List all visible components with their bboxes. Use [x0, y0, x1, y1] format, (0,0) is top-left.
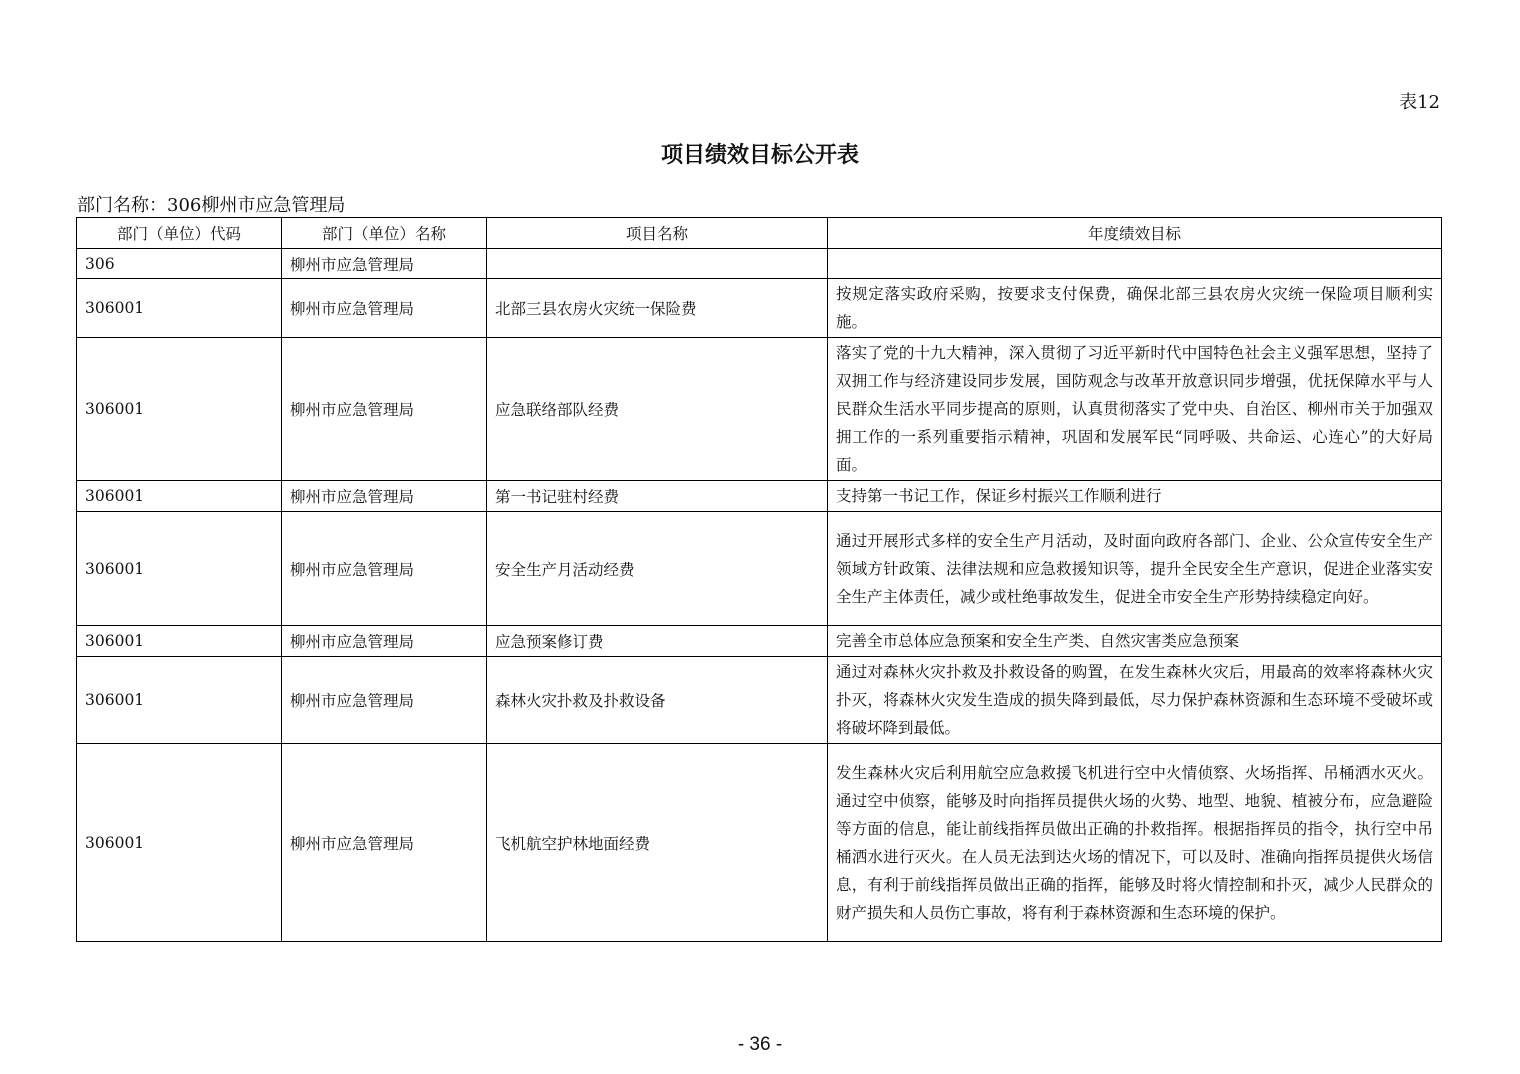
cell-project: 安全生产月活动经费	[487, 512, 828, 626]
table-row	[77, 626, 1442, 657]
cell-code: 306001	[77, 338, 282, 481]
header-unit: 部门（单位）名称	[282, 218, 487, 249]
cell-code: 306001	[77, 279, 282, 338]
cell-unit: 柳州市应急管理局	[282, 481, 487, 512]
page-title: 项目绩效目标公开表	[660, 143, 859, 168]
cell-code: 306	[77, 249, 282, 279]
cell-unit: 柳州市应急管理局	[282, 512, 487, 626]
cell-unit: 柳州市应急管理局	[282, 338, 487, 481]
cell-project: 第一书记驻村经费	[487, 481, 828, 512]
cell-code: 306001	[77, 481, 282, 512]
cell-code: 306001	[77, 744, 282, 942]
cell-project: 森林火灾扑救及扑救设备	[487, 657, 828, 744]
cell-unit: 柳州市应急管理局	[282, 657, 487, 744]
header-row	[77, 218, 1442, 249]
cell-code: 306001	[77, 657, 282, 744]
table-row	[77, 481, 1442, 512]
header-code: 部门（单位）代码	[77, 218, 282, 249]
cell-project: 应急预案修订费	[487, 626, 828, 657]
cell-project	[487, 249, 828, 279]
cell-goal: 落实了党的十九大精神，深入贯彻了习近平新时代中国特色社会主义强军思想，坚持了双拥工作与经济建设同步发展，国防观念与改革开放意识同步增强，优抚保障水平与人民群众生活水平同步提高的原则，认真贯彻落实了党中央、自治区、柳州市关于加强双拥工作的一系列重要指示精神，巩固和发展军民“同呼吸、共命运、心连心”的大好局面。	[828, 338, 1442, 481]
cell-project: 北部三县农房火灾统一保险费	[487, 279, 828, 338]
table-number: 表12	[1399, 92, 1440, 113]
cell-goal: 通过开展形式多样的安全生产月活动，及时面向政府各部门、企业、公众宣传安全生产领域方针政策、法律法规和应急救援知识等，提升全民安全生产意识，促进企业落实安全生产主体责任，减少或杜绝事故发生，促进全市安全生产形势持续稳定向好。	[828, 512, 1442, 626]
cell-goal: 按规定落实政府采购，按要求支付保费，确保北部三县农房火灾统一保险项目顺利实施。	[828, 279, 1442, 338]
cell-goal: 发生森林火灾后利用航空应急救援飞机进行空中火情侦察、火场指挥、吊桶洒水灭火。通过空中侦察，能够及时向指挥员提供火场的火势、地型、地貌、植被分布，应急避险等方面的信息，能让前线指挥员做出正确的扑救指挥。根据指挥员的指令，执行空中吊桶洒水进行灭火。在人员无法到达火场的情况下，可以及时、准确向指挥员提供火场信息，有利于前线指挥员做出正确的指挥，能够及时将火情控制和扑灭，减少人民群众的财产损失和人员伤亡事故，将有利于森林资源和生态环境的保护。	[828, 744, 1442, 942]
table-row	[77, 279, 1442, 338]
cell-unit: 柳州市应急管理局	[282, 626, 487, 657]
cell-code: 306001	[77, 512, 282, 626]
header-project: 项目名称	[487, 218, 828, 249]
performance-table	[76, 217, 1442, 942]
cell-unit: 柳州市应急管理局	[282, 279, 487, 338]
page-number: - 36 -	[737, 1034, 783, 1055]
table-row	[77, 512, 1442, 626]
cell-goal: 支持第一书记工作，保证乡村振兴工作顺利进行	[828, 481, 1442, 512]
table-row	[77, 249, 1442, 279]
cell-goal: 通过对森林火灾扑救及扑救设备的购置，在发生森林火灾后，用最高的效率将森林火灾扑灭，将森林火灾发生造成的损失降到最低，尽力保护森林资源和生态环境不受破坏或将破坏降到最低。	[828, 657, 1442, 744]
department-line: 部门名称：306柳州市应急管理局	[77, 195, 346, 216]
cell-project: 应急联络部队经费	[487, 338, 828, 481]
cell-goal: 完善全市总体应急预案和安全生产类、自然灾害类应急预案	[828, 626, 1442, 657]
cell-project: 飞机航空护林地面经费	[487, 744, 828, 942]
cell-code: 306001	[77, 626, 282, 657]
cell-unit: 柳州市应急管理局	[282, 249, 487, 279]
table-row	[77, 744, 1442, 942]
header-goal: 年度绩效目标	[828, 218, 1442, 249]
table-row	[77, 657, 1442, 744]
table-row	[77, 338, 1442, 481]
cell-goal	[828, 249, 1442, 279]
cell-unit: 柳州市应急管理局	[282, 744, 487, 942]
